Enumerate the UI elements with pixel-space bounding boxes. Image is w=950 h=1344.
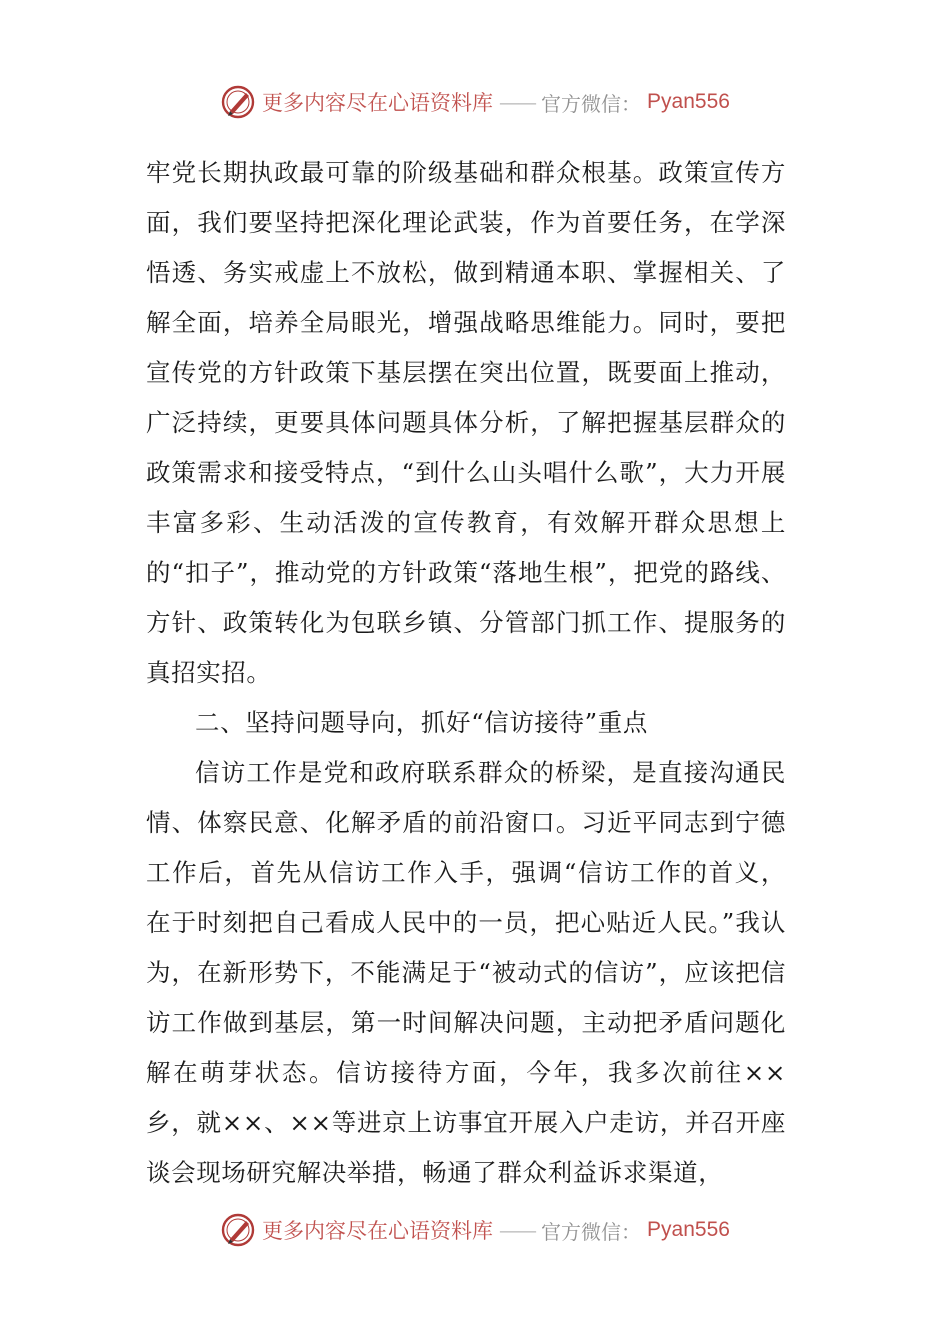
footer-banner <box>0 1208 950 1252</box>
paragraph-1: 牢党长期执政最可靠的阶级基础和群众根基。政策宣传方面，我们要坚持把深化理论武装，作为首要任务，在学深悟透、务实戒虚上不放松，做到精通本职、掌握相关、了解全面，培养全局眼光，增强战略思维能力。同时，要把宣传党的方针政策下基层摆在突出位置，既要面上推动，广泛持续，更要具体问题具体分析，了解把握基层群众的政策需求和接受特点，“到什么山头唱什么歌”，大力开展丰富多彩、生动活泼的宣传教育，有效解开群众思想上的“扣子”，推动党的方针政策“落地生根”，把党的路线、方针、政策转化为包联乡镇、分管部门抓工作、提服务的真招实招。 <box>146 158 786 687</box>
pen-circle-logo-icon <box>220 1212 256 1248</box>
header-banner <box>0 80 950 124</box>
official-label: 官方微信： <box>541 1219 642 1244</box>
section-heading: 二、坚持问题导向，抓好“信访接待”重点 <box>195 708 648 737</box>
paragraph-2: 信访工作是党和政府联系群众的桥梁，是直接沟通民情、体察民意、化解矛盾的前沿窗口。习近平同志到宁德工作后，首先从信访工作入手，强调“信访工作的首义，在于时刻把自己看成人民中的一员，把心贴近人民。”我认为，在新形势下，不能满足于“被动式的信访”，应该把信访工作做到基层，第一时间解决问题，主动把矛盾问题化解在萌芽状态。信访接待方面，今年，我多次前往××乡，就××、××等进京上访事宜开展入户走访，并召开座谈会现场研究解决举措，畅通了群众利益诉求渠道， <box>146 758 786 1187</box>
wechat-id: Pyan556 <box>647 1218 730 1241</box>
separator-dash: —— <box>499 1218 536 1242</box>
brand-text: 更多内容尽在心语资料库 <box>262 1219 494 1243</box>
separator-dash: —— <box>499 90 536 114</box>
brand-text: 更多内容尽在心语资料库 <box>262 91 494 115</box>
document-body <box>146 148 786 1198</box>
wechat-id: Pyan556 <box>647 90 730 113</box>
official-label: 官方微信： <box>541 91 642 116</box>
pen-circle-logo-icon <box>220 84 256 120</box>
